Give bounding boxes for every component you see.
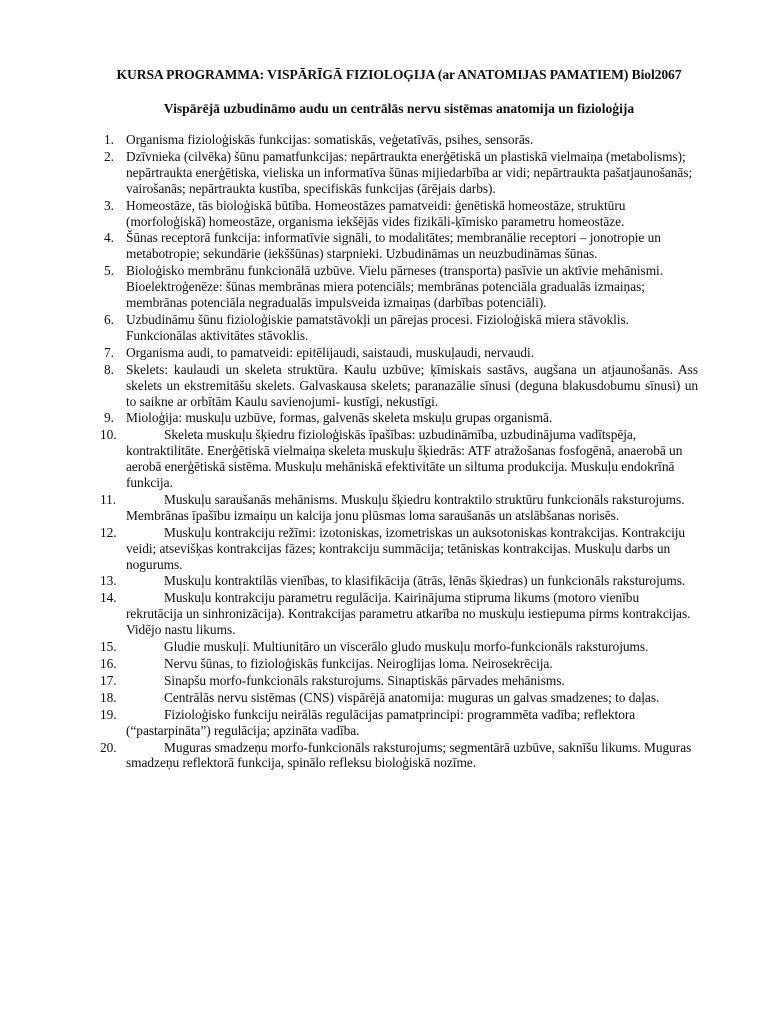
list-item-text: Muskuļu kontraktilās vienības, to klasifikācija (ātrās, lēnās šķiedras) un funkcionāls raksturojums. [164,573,686,589]
list-item [100,639,698,655]
list-item-text: Skeleta muskuļu šķiedru fizioloģiskās īpašības: uzbudināmība, uzbudinājuma vadītspēja, kontraktilitāte. Enerģētiskā vielmaiņa skeleta muskuļu šķiedrās: ATF atražošanas fosfogēnā, anaerobā un aerobā enerģētiskā sistēma. Muskuļu mehāniskā efektivitāte un siltuma produkcija. Muskuļu endokrīnā funkcija. [126,427,683,491]
list-item-number: 17. [100,672,117,688]
list-item-number: 18. [100,689,117,705]
list-item-number: 2. [104,148,114,164]
list-item-number: 9. [104,410,114,426]
list-item [100,312,698,344]
list-item-text: Organisma audi, to pamatveidi: epitēlijaudi, saistaudi, muskuļaudi, nervaudi. [126,344,534,360]
list-item [100,740,698,772]
list-item-number: 7. [104,344,114,360]
course-title: KURSA PROGRAMMA: VISPĀRĪGĀ FIZIOLOĢIJA (ar ANATOMIJAS PAMATIEM) Biol2067 [116,67,682,82]
list-item-text: Centrālās nervu sistēmas (CNS) vispārējā anatomija: muguras un galvas smadzenes; to daļas. [164,689,660,705]
list-item-number: 16. [100,656,117,671]
list-item-number: 5. [104,263,114,279]
list-item-text: Muskuļu saraušanās mehānisms. Muskuļu šķiedru kontraktilo struktūru funkcionāls raksturojums. Membrānas īpašību izmaiņu un kalcija jonu plūsmas loma saraušanās un atslābšanas norisēs. [126,491,685,523]
list-item-text: Organisma fizioloģiskās funkcijas: somatiskās, veģetatīvās, psihes, sensorās. [126,132,534,147]
list-item-text: Muskuļu kontrakciju režīmi: izotoniskas, izometriskas un auksotoniskas kontrakcijas. Kontrakciju veidi; atsevišķas kontrakcijas fāzes; kontrakciju summācija; tetāniskas kontrakcijas. Muskuļu darbs un nogurums. [126,524,686,572]
list-item [100,590,698,638]
list-item-text: Homeostāze, tās bioloģiskā būtība. Homeostāzes pamatveidi: ģenētiskā homeostāze, struktūru (morfoloģiskā) homeostāze, organisma iekšējās vides fizikāli-ķīmisko parametru homeostāze. [126,197,626,229]
list-item-text: Mioloģija: muskuļu uzbūve, formas, galvenās skeleta mskuļu grupas organismā. [126,410,553,426]
list-item [100,198,698,230]
list-item-number: 14. [100,590,117,606]
list-item-number: 15. [100,639,117,655]
list-item [100,362,698,410]
list-item [100,707,698,739]
topic-list [100,132,698,771]
list-item-number: 13. [100,573,117,589]
list-item-text: Gludie muskuļi. Multiunitāro un viscerālo gludo muskuļu morfo-funkcionāls raksturojums. [164,639,649,655]
list-item-text: Dzīvnieka (cilvēka) šūnu pamatfunkcijas: nepārtraukta enerģētiskā un plastiskā vielmaiņa (metabolisms); nepārtraukta enerģētiska, vieliska un informatīva šūnas mijiedarbība ar vidi; nepārtraukta pašatjaunošanās; vairošanās; nepārtraukta kustība, specifiskās funkcijas (ārējais darbs). [126,148,693,196]
list-item-number: 19. [100,706,117,722]
list-item [100,427,698,491]
list-item [100,149,698,197]
list-item-text: Fizioloģisko funkciju neirālās regulācijas pamatprincipi: programmēta vadība; reflektora (“pastarpināta”) regulācija; apzināta vadība. [126,706,636,738]
list-item-number: 11. [100,491,117,507]
list-item [100,690,698,706]
list-item-number: 12. [100,524,117,540]
list-item [100,132,698,148]
list-item [100,410,698,426]
list-item-number: 6. [104,311,114,327]
list-item [100,573,698,589]
list-item-text: Muguras smadzeņu morfo-funkcionāls raksturojums; segmentārā uzbūve, saknīšu likums. Muguras smadzeņu reflektorā funkcija, spinālo refleksu bioloģiskā nozīme. [126,739,692,771]
list-item-text: Uzbudināmu šūnu fizioloģiskie pamatstāvokļi un pārejas procesi. Fizioloģiskā miera stāvoklis. Funkcionālas aktivitātes stāvoklis. [126,311,629,343]
list-item [100,230,698,262]
list-item-number: 20. [100,739,117,755]
list-item [100,492,698,524]
list-item-text: Skelets: kaulaudi un skeleta struktūra. Kaulu uzbūve; ķīmiskais sastāvs, augšana un atjaunošanās. Ass skelets un ekstremitāšu skelets. Galvaskausa skelets; paranazālie sīnusi (deguna blakusdobumu sīnusi) un to saikne ar orbītām Kaulu savienojumi- kustīgi, nekustīgi. [126,361,698,409]
list-item-text: Šūnas receptorā funkcija: informatīvie signāli, to modalitātes; membranālie receptori – jonotropie un metabotropie; sekundārie (iekššūnas) starpnieki. Uzbudināmas un neuzbudināmas šūnas. [126,230,661,262]
list-item [100,525,698,573]
list-item [100,673,698,689]
list-item [100,656,698,672]
section-title: Vispārējā uzbudināmo audu un centrālās nervu sistēmas anatomija un fizioloģija [163,101,635,116]
list-item [100,345,698,361]
list-item-number: 10. [100,427,117,443]
list-item-number: 1. [104,132,114,147]
list-item-text: Sinapšu morfo-funkcionāls raksturojums. Sinaptiskās pārvades mehānisms. [164,672,565,688]
list-item-text: Bioloģisko membrānu funkcionālā uzbūve. Vielu pārneses (transporta) pasīvie un aktīvie mehānismi. Bioelektroģenēze: šūnas membrānas miera potenciāls; membrānas potenciāla gradualās izmaiņas; membrānas potenciāla negradualās impulsveida izmaiņas (darbības potenciāli). [126,263,664,311]
list-item-text: Nervu šūnas, to fizioloģiskās funkcijas. Neiroglijas loma. Neirosekrēcija. [164,656,553,671]
list-item-text: Muskuļu kontrakciju parametru regulācija. Kairinājuma stipruma likums (motoro vienību rekrutācija un sinhronizācija). Kontrakcijas parametru atkarība no muskuļu iestiepuma pirms kontrakcijas. Vidējo nastu likums. [126,590,691,638]
list-item [100,263,698,311]
list-item-number: 8. [104,361,114,377]
list-item-number: 3. [104,197,114,213]
list-item-number: 4. [104,230,114,246]
